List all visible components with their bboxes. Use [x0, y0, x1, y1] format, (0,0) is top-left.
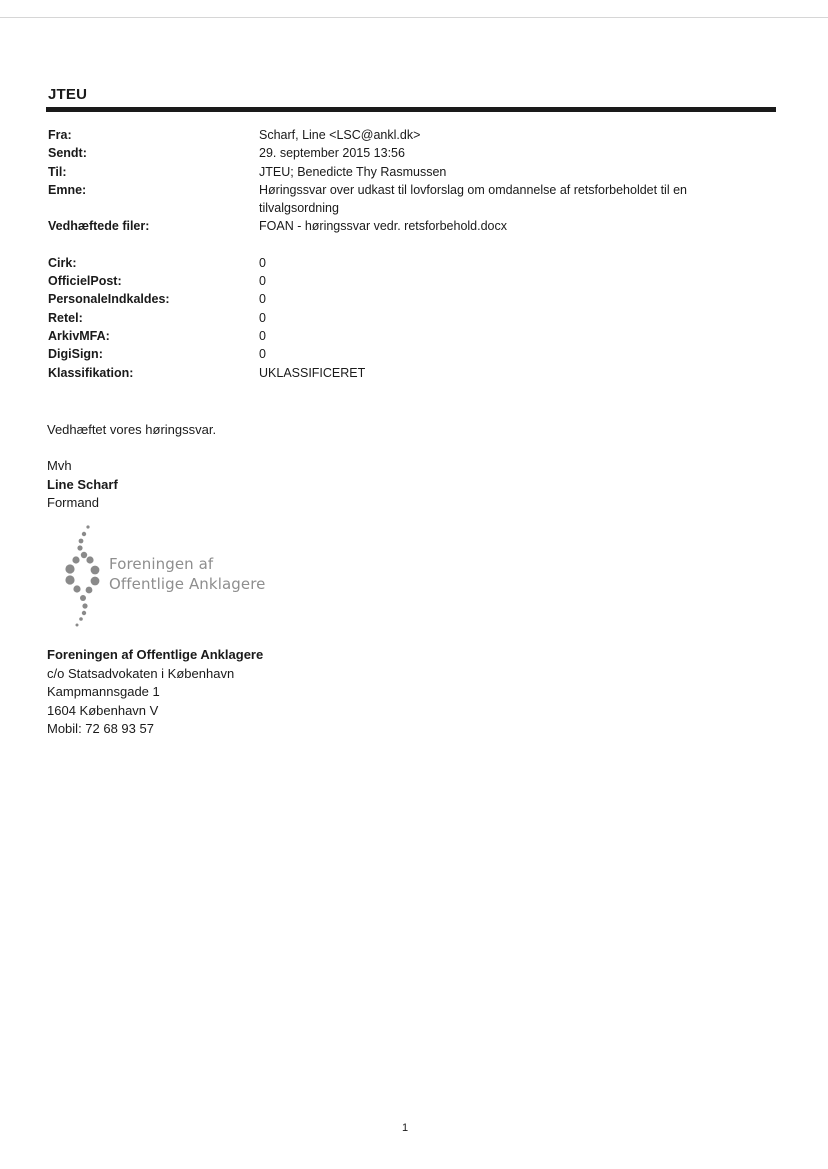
greeting: Mvh	[47, 458, 72, 473]
field-value-digisign: 0	[259, 347, 266, 362]
meta-label-subject: Emne:	[48, 182, 87, 197]
sender-name: Line Scharf	[47, 476, 118, 492]
signature-address-1: c/o Statsadvokaten i København	[47, 665, 235, 681]
field-label-klassifikation: Klassifikation:	[48, 365, 134, 380]
foreningen-dots-logo-icon	[60, 522, 104, 634]
foan-logo	[60, 522, 266, 634]
field-row-officielpost	[48, 272, 778, 290]
field-row-klassifikation	[48, 364, 778, 382]
closing-block	[47, 457, 118, 513]
header-rule	[46, 107, 776, 112]
meta-value-sent: 29. september 2015 13:56	[259, 146, 405, 161]
meta-label-from: Fra:	[48, 128, 72, 142]
logo-text-line1: Foreningen af	[109, 555, 214, 573]
scan-edge-line	[0, 17, 828, 18]
field-label-personaleindkaldes: PersonaleIndkaldes:	[48, 292, 170, 307]
meta-value-attachments: FOAN - høringssvar vedr. retsforbehold.docx	[259, 219, 508, 234]
logo-text-line2: Offentlige Anklagere	[109, 575, 266, 593]
field-row-digisign	[48, 345, 778, 363]
meta-label-attachments: Vedhæftede filer:	[48, 219, 150, 234]
field-label-cirk: Cirk:	[48, 255, 77, 270]
meta-label-sent: Sendt:	[48, 146, 87, 161]
field-label-digisign: DigiSign:	[48, 347, 103, 362]
field-row-retel	[48, 309, 778, 327]
meta-row-subject	[48, 181, 778, 218]
field-value-officielpost: 0	[259, 274, 266, 289]
meta-row-to	[48, 163, 778, 181]
signature-phone: Mobil: 72 68 93 57	[47, 721, 154, 736]
field-value-personaleindkaldes: 0	[259, 292, 266, 307]
page-number: 1	[401, 1122, 409, 1134]
field-row-personaleindkaldes	[48, 290, 778, 308]
field-value-retel: 0	[259, 310, 266, 325]
email-header-block	[48, 126, 778, 382]
signature-address-3: 1604 København V	[47, 702, 159, 718]
meta-row-attachments	[48, 217, 778, 235]
field-value-arkivmfa: 0	[259, 328, 266, 343]
field-row-arkivmfa	[48, 327, 778, 345]
sender-title: Formand	[47, 495, 100, 510]
meta-value-from: Scharf, Line <LSC@ankl.dk>	[259, 128, 421, 142]
field-value-klassifikation: UKLASSIFICERET	[259, 365, 366, 380]
signature-address-2: Kampmannsgade 1	[47, 684, 160, 699]
meta-label-to: Til:	[48, 164, 67, 179]
header-title: JTEU	[48, 86, 88, 103]
field-label-retel: Retel:	[48, 310, 83, 325]
message-text: Vedhæftet vores høringssvar.	[47, 422, 217, 437]
field-value-cirk: 0	[259, 255, 266, 270]
meta-row-sent	[48, 144, 778, 162]
meta-row-from	[48, 126, 778, 144]
field-row-cirk	[48, 254, 778, 272]
meta-value-subject: Høringssvar over udkast til lovforslag om omdannelse af retsforbeholdet til en tilvalgsordning	[259, 182, 687, 216]
meta-value-to: JTEU; Benedicte Thy Rasmussen	[259, 164, 447, 179]
field-label-arkivmfa: ArkivMFA:	[48, 328, 110, 343]
field-label-officielpost: OfficielPost:	[48, 274, 122, 289]
signature-block	[47, 646, 263, 739]
signature-org: Foreningen af Offentlige Anklagere	[47, 647, 264, 662]
